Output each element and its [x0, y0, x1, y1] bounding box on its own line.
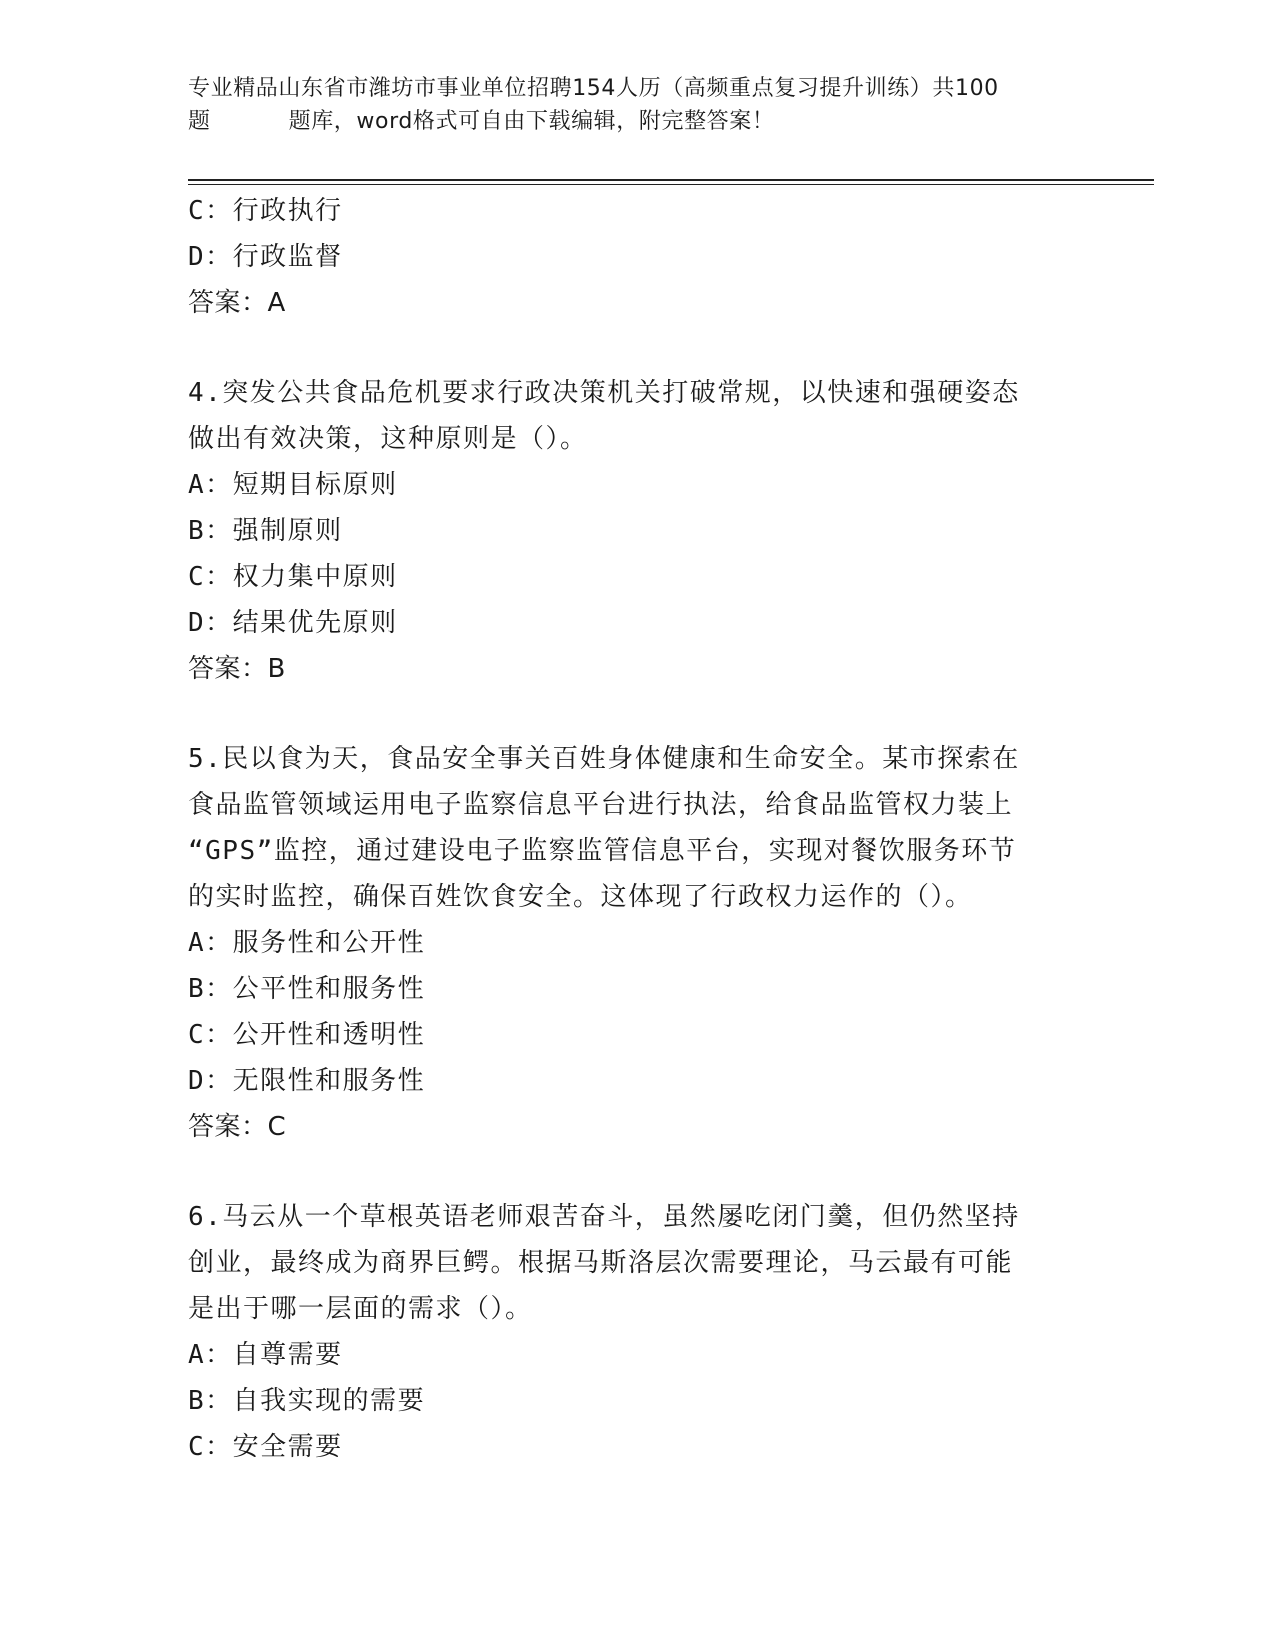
answer: 答案：A [188, 288, 286, 318]
question-stem: 创业，最终成为商界巨鳄。根据马斯洛层次需要理论，马云最有可能 [188, 1248, 1014, 1278]
option-d: D：行政监督 [188, 242, 343, 272]
question-3-tail [188, 188, 1088, 326]
question-4 [188, 370, 1088, 692]
question-5 [188, 736, 1088, 1150]
question-list [188, 188, 1088, 1470]
header-title-continuation: 题 [188, 109, 211, 134]
option-b: B：自我实现的需要 [188, 1386, 426, 1416]
header-description: 题库，word格式可自由下载编辑，附完整答案！ [288, 109, 775, 134]
option-d: D：结果优先原则 [188, 608, 398, 638]
option-a: A：服务性和公开性 [188, 928, 426, 958]
option-c: C：安全需要 [188, 1432, 343, 1462]
answer: 答案：B [188, 654, 286, 684]
question-stem: “GPS”监控，通过建设电子监察监管信息平台，实现对餐饮服务环节 [188, 836, 1017, 866]
option-b: B：公平性和服务性 [188, 974, 426, 1004]
option-a: A：短期目标原则 [188, 470, 398, 500]
option-b: B：强制原则 [188, 516, 343, 546]
question-stem: 的实时监控，确保百姓饮食安全。这体现了行政权力运作的（）。 [188, 882, 973, 912]
question-stem: 4.突发公共食品危机要求行政决策机关打破常规，以快速和强硬姿态 [188, 378, 1020, 408]
question-stem: 是出于哪一层面的需求（）。 [188, 1294, 533, 1324]
option-a: A：自尊需要 [188, 1340, 343, 1370]
question-6 [188, 1194, 1088, 1470]
option-c: C：行政执行 [188, 196, 343, 226]
option-d: D：无限性和服务性 [188, 1066, 426, 1096]
question-stem: 做出有效决策，这种原则是（）。 [188, 424, 588, 454]
question-stem: 食品监管领域运用电子监察信息平台进行执法，给食品监管权力装上 [188, 790, 1014, 820]
header-title-line: 专业精品山东省市潍坊市事业单位招聘154人历（高频重点复习提升训练）共100 [188, 76, 999, 101]
question-stem: 6.马云从一个草根英语老师艰苦奋斗，虽然屡吃闭门羹，但仍然坚持 [188, 1202, 1020, 1232]
header-divider [188, 179, 1154, 181]
answer: 答案：C [188, 1112, 287, 1142]
option-c: C：权力集中原则 [188, 562, 398, 592]
option-c: C：公开性和透明性 [188, 1020, 426, 1050]
header-divider-thin [188, 184, 1154, 185]
question-stem: 5.民以食为天，食品安全事关百姓身体健康和生命安全。某市探索在 [188, 744, 1020, 774]
header-subtitle-line [188, 105, 1088, 138]
document-header [188, 72, 1088, 138]
